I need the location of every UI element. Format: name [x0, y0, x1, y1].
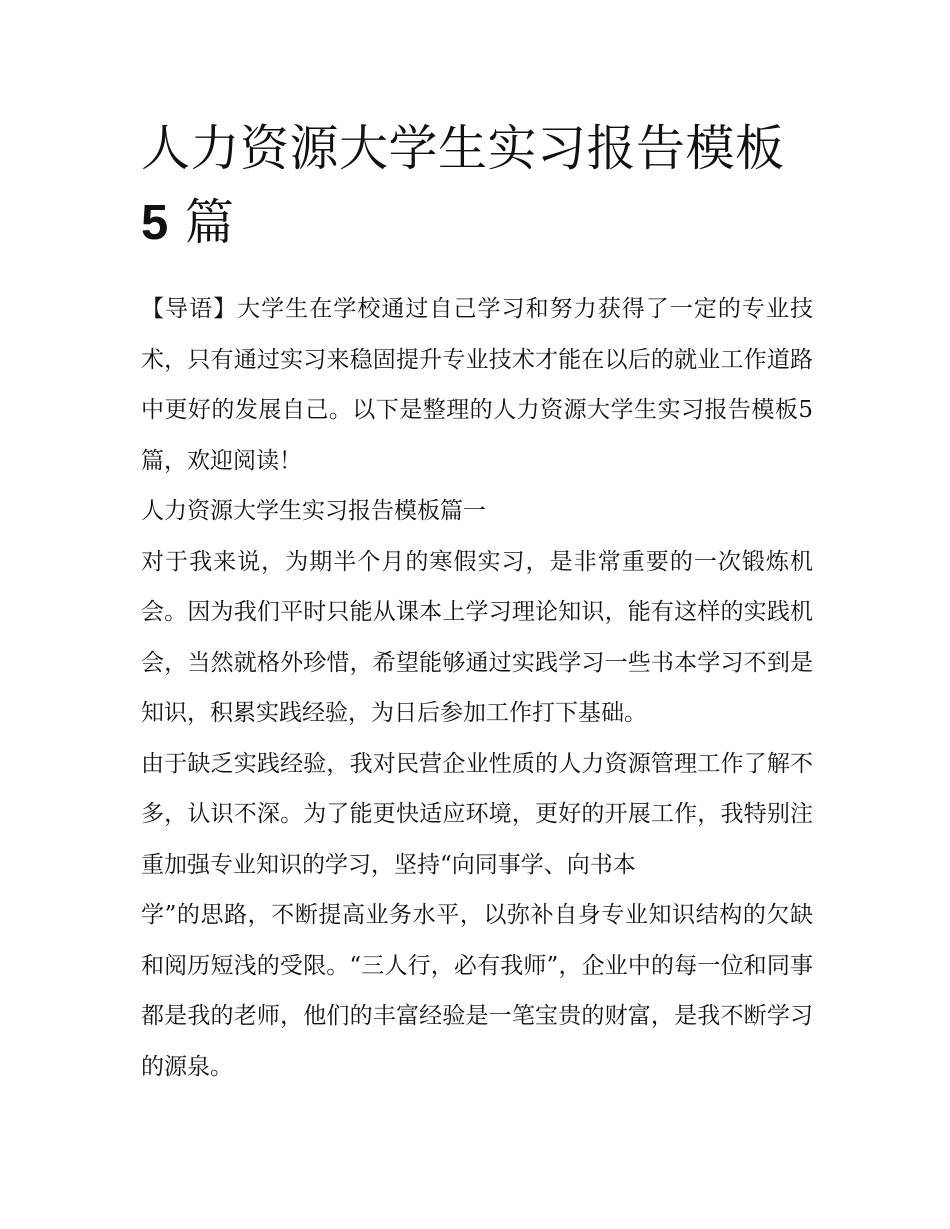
title-number: 5 — [141, 196, 169, 250]
document-title — [141, 112, 813, 260]
title-main: 人力资源大学生实习报告模板 — [141, 120, 785, 177]
title-suffix: 篇 — [184, 194, 235, 251]
paragraph-2-line-2: 学”的思路，不断提高业务水平，以弥补自身专业知识结构的欠缺和阅历短浅的受限。“三人行，必有我师”，企业中的每一位和同事都是我的老师，他们的丰富经验是一笔宝贵的财富，是我不断学习的源泉。 — [141, 902, 813, 1080]
paragraph-2-line-1: 由于缺乏实践经验，我对民营企业性质的人力资源管理工作了解不多，认识不深。为了能更快适应环境，更好的开展工作，我特别注重加强专业知识的学习，坚持“向同事学、向书本 — [141, 750, 813, 878]
paragraph-1: 对于我来说，为期半个月的寒假实习，是非常重要的一次锻炼机会。因为我们平时只能从课本上学习理论知识，能有这样的实践机会，当然就格外珍惜，希望能够通过实践学习一些书本学习不到是知识，积累实践经验，为日后参加工作打下基础。 — [141, 548, 813, 726]
paragraph-2 — [141, 739, 813, 1093]
document-content — [141, 112, 813, 1092]
section-heading: 人力资源大学生实习报告模板篇一 — [141, 498, 486, 524]
intro-paragraph: 【导语】大学生在学校通过自己学习和努力获得了一定的专业技术，只有通过实习来稳固提升专业技术才能在以后的就业工作道路中更好的发展自己。以下是整理的人力资源大学生实习报告模板5篇，欢迎阅读！ — [141, 296, 813, 474]
